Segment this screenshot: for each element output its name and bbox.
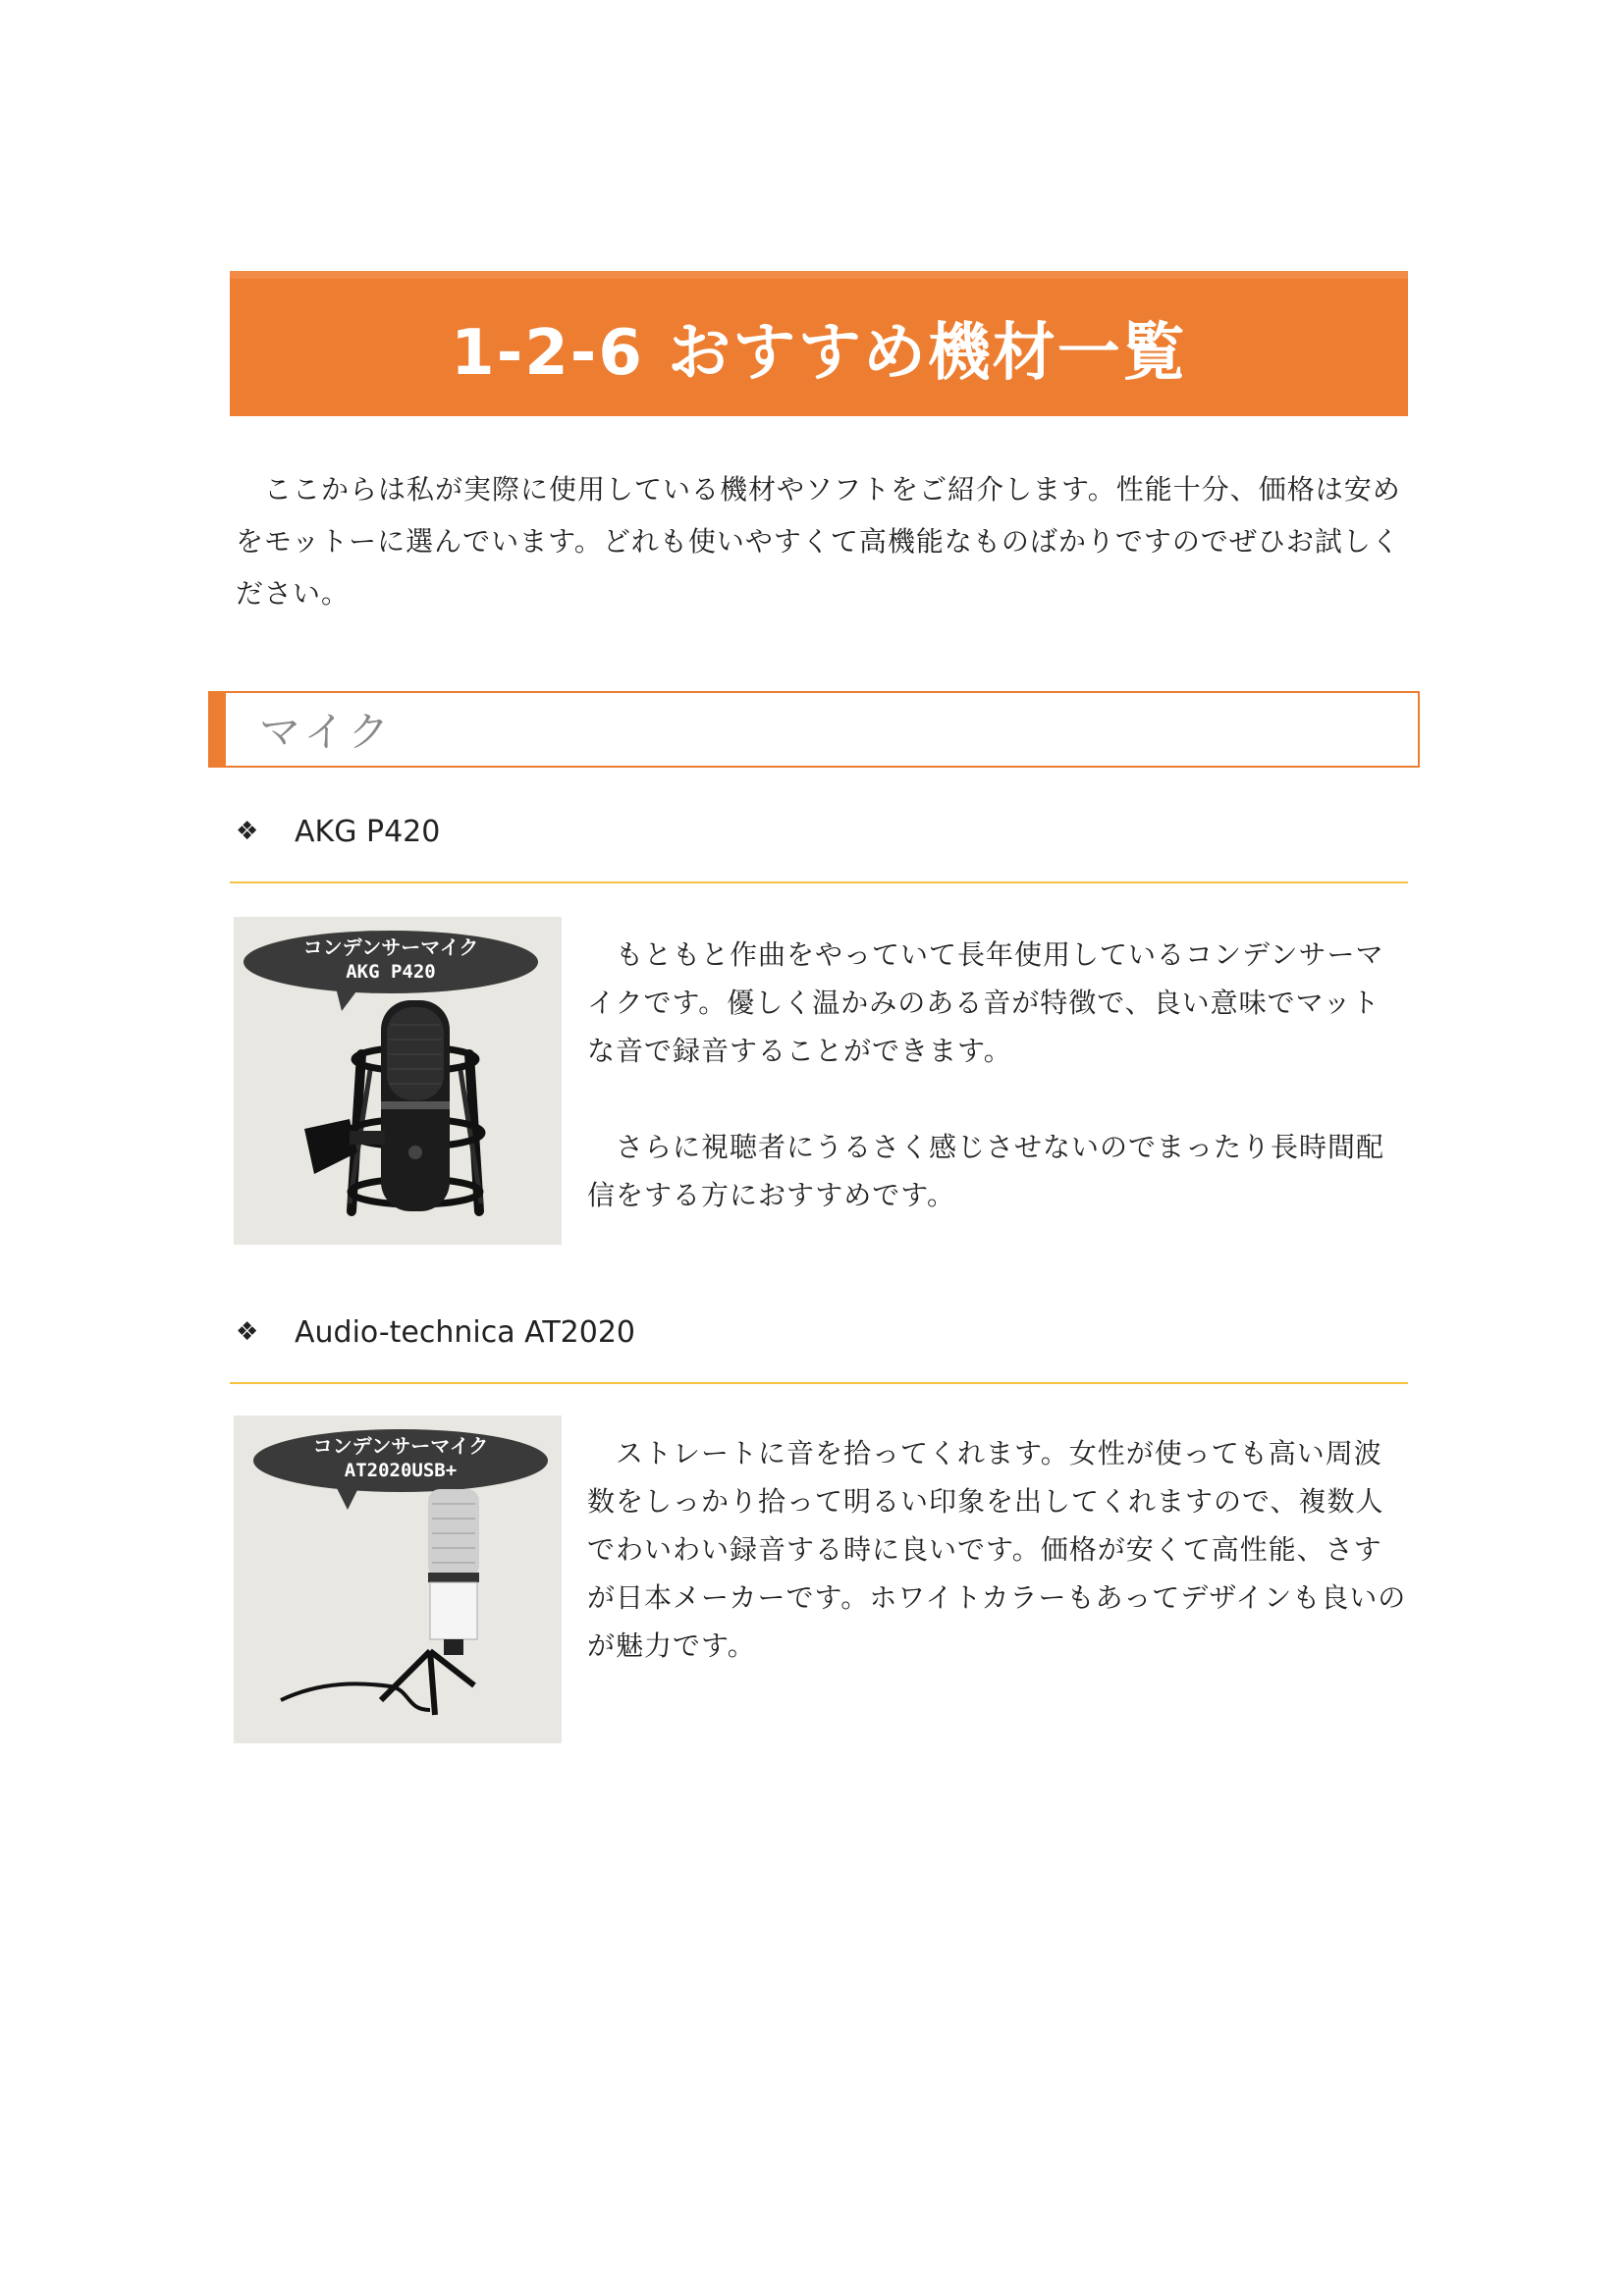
description-paragraph: ストレートに音を拾ってくれます。女性が使っても高い周波数をしっかり拾って明るい印象を出してくれますので、複数人でわいわい録音する時に良いです。価格が安くて高性能、さすが日本メーカーです。ホワイトカラーもあってデザインも良いのが魅力です。 — [587, 1437, 1407, 1662]
bubble-text-1: コンデンサーマイク — [302, 935, 479, 959]
divider — [230, 1382, 1408, 1384]
product-description — [587, 931, 1408, 1219]
divider — [230, 881, 1408, 883]
diamond-bullet-icon: ❖ — [236, 1317, 259, 1347]
microphone-image — [234, 1415, 562, 1743]
product-photo-at2020 — [234, 1415, 562, 1743]
diamond-bullet-icon: ❖ — [236, 817, 259, 846]
bubble-text-2: AKG P420 — [346, 961, 436, 983]
page-title: 1-2-6 おすすめ機材一覧 — [451, 317, 1187, 390]
product-heading — [236, 1308, 1408, 1357]
description-paragraph: さらに視聴者にうるさく感じさせないのでまったり長時間配信をする方におすすめです。 — [587, 1131, 1385, 1211]
product-description — [587, 1429, 1408, 1670]
section-heading-mic — [208, 691, 1420, 768]
product-name: Audio-technica AT2020 — [295, 1314, 636, 1350]
product-heading — [236, 807, 1408, 856]
intro-paragraph: ここからは私が実際に使用している機材やソフトをご紹介します。性能十分、価格は安めをモットーに選んでいます。どれも使いやすくて高機能なものばかりですのでぜひお試しください。 — [236, 473, 1401, 610]
description-paragraph: もともと作曲をやっていて長年使用しているコンデンサーマイクです。優しく温かみのある音が特徴で、良い意味でマットな音で録音することができます。 — [587, 938, 1384, 1067]
title-banner — [230, 271, 1408, 416]
bubble-text-2: AT2020USB+ — [344, 1460, 458, 1481]
product-photo-akg-p420 — [234, 917, 562, 1245]
microphone-image — [234, 917, 562, 1245]
product-name: AKG P420 — [295, 814, 441, 849]
bubble-text-1: コンデンサーマイク — [312, 1434, 489, 1458]
section-heading-label: マイク — [259, 708, 394, 756]
